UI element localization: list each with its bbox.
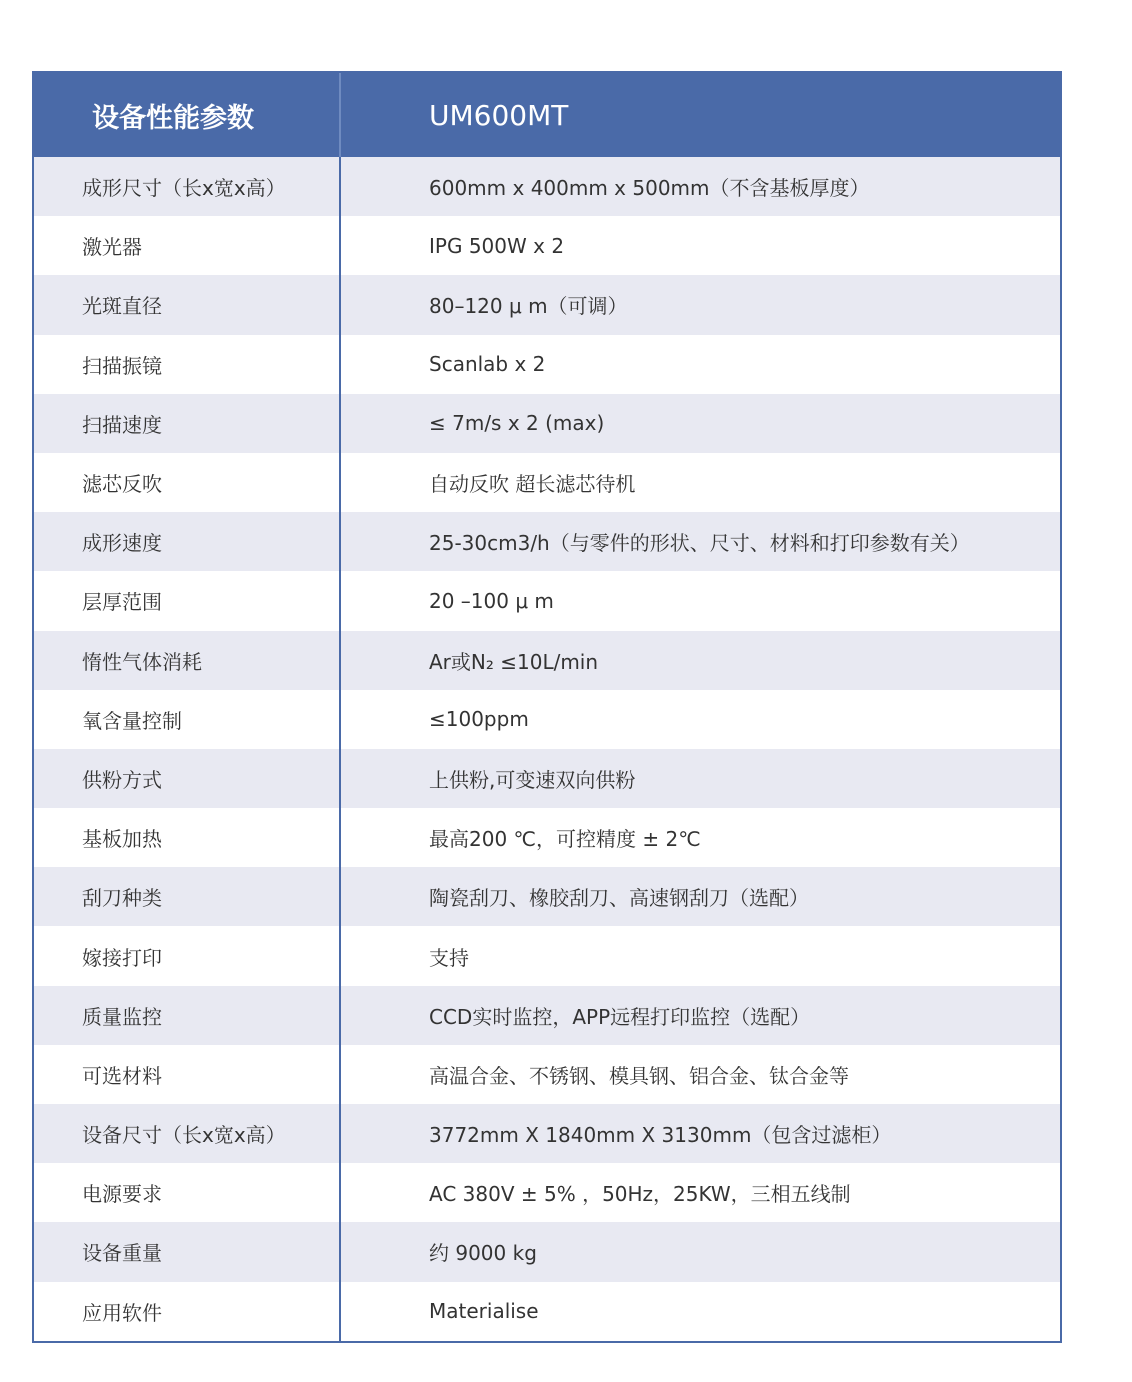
row-value: 3772mm X 1840mm X 3130mm（包含过滤柜） [429, 1123, 892, 1148]
row-value: 自动反吹 超长滤芯待机 [429, 472, 636, 497]
table-row [34, 1104, 1060, 1163]
table-row [34, 453, 1060, 512]
table-row [34, 808, 1060, 867]
row-value: ≤ 7m/s x 2 (max) [429, 411, 605, 436]
table-row [34, 335, 1060, 394]
table-row [34, 1163, 1060, 1222]
row-label: 刮刀种类 [34, 867, 341, 926]
row-label: 质量监控 [34, 986, 341, 1045]
row-value: AC 380V ± 5% ，50Hz，25KW，三相五线制 [429, 1182, 851, 1207]
row-value: 陶瓷刮刀、橡胶刮刀、高速钢刮刀（选配） [429, 886, 809, 911]
table-row [34, 690, 1060, 749]
row-value: 高温合金、不锈钢、模具钢、铝合金、钛合金等 [429, 1063, 849, 1088]
table-row [34, 275, 1060, 334]
spec-table [32, 71, 1062, 1343]
row-label: 氧含量控制 [34, 690, 341, 749]
table-row [34, 1222, 1060, 1281]
table-row [34, 986, 1060, 1045]
row-label: 嫁接打印 [34, 926, 341, 985]
row-label: 光斑直径 [34, 275, 341, 334]
table-row [34, 749, 1060, 808]
row-value: 上供粉,可变速双向供粉 [429, 767, 636, 792]
header-model-name: UM600MT [429, 98, 569, 132]
row-label: 扫描振镜 [34, 335, 341, 394]
table-row [34, 1045, 1060, 1104]
table-row [34, 394, 1060, 453]
row-value: CCD实时监控，APP远程打印监控（选配） [429, 1004, 811, 1029]
row-value: ≤100ppm [429, 707, 529, 732]
table-row [34, 512, 1060, 571]
row-label: 基板加热 [34, 808, 341, 867]
row-label: 设备重量 [34, 1222, 341, 1281]
table-header [34, 73, 1060, 157]
table-row [34, 1282, 1060, 1341]
table-row [34, 571, 1060, 630]
table-row [34, 926, 1060, 985]
row-label: 设备尺寸（长x宽x高） [34, 1104, 341, 1163]
row-value: Ar或N₂ ≤10L/min [429, 649, 599, 674]
row-value: Materialise [429, 1299, 539, 1324]
row-value: 20 –100 μ m [429, 588, 554, 613]
row-value: 80–120 μ m（可调） [429, 294, 628, 319]
table-row [34, 157, 1060, 216]
row-label: 激光器 [34, 216, 341, 275]
table-row [34, 867, 1060, 926]
row-label: 扫描速度 [34, 394, 341, 453]
row-value: 600mm x 400mm x 500mm（不含基板厚度） [429, 176, 870, 201]
row-value: 支持 [429, 945, 469, 970]
row-value: 25-30cm3/h（与零件的形状、尺寸、材料和打印参数有关） [429, 531, 970, 556]
row-label: 层厚范围 [34, 571, 341, 630]
header-label-col: 设备性能参数 [34, 73, 341, 157]
row-value: 最高200 ℃，可控精度 ± 2℃ [429, 827, 701, 852]
row-label: 成形尺寸（长x宽x高） [34, 157, 341, 216]
row-label: 惰性气体消耗 [34, 631, 341, 690]
row-value: 约 9000 kg [429, 1241, 537, 1266]
row-label: 供粉方式 [34, 749, 341, 808]
row-label: 可选材料 [34, 1045, 341, 1104]
row-value: Scanlab x 2 [429, 352, 546, 377]
table-body [34, 157, 1060, 1341]
row-value: IPG 500W x 2 [429, 233, 565, 258]
row-label: 应用软件 [34, 1282, 341, 1341]
table-row [34, 631, 1060, 690]
table-row [34, 216, 1060, 275]
row-label: 成形速度 [34, 512, 341, 571]
row-label: 滤芯反吹 [34, 453, 341, 512]
row-label: 电源要求 [34, 1163, 341, 1222]
